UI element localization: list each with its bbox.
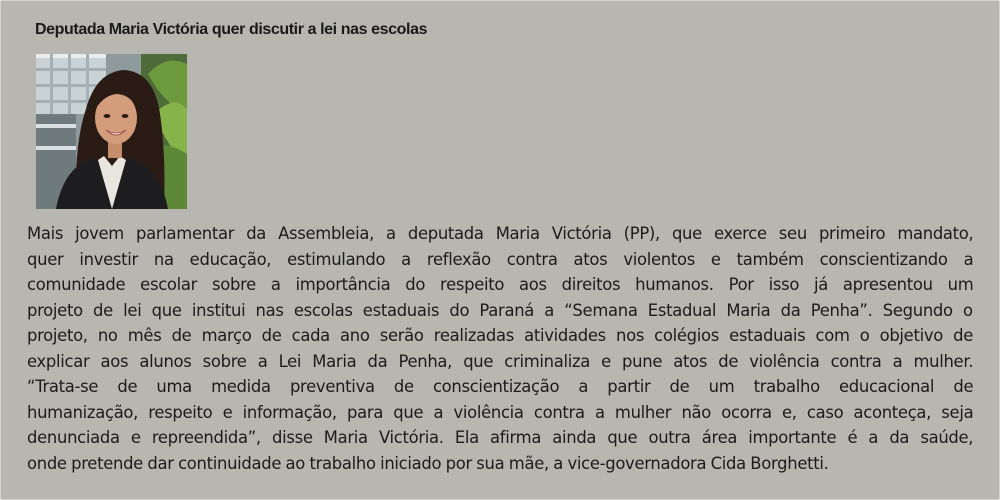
article-body-line: humanização, respeito e informação, para que a violência contra a mulher não ocorra e, caso aconteça, seja (27, 402, 974, 422)
article-body (27, 221, 973, 476)
article-headline: Deputada Maria Victória quer discutir a lei nas escolas (35, 21, 428, 38)
article-body-line: quer investir na educação, estimulando a reflexão contra atos violentos e também conscientizando a (27, 249, 974, 269)
article-body-line: comunidade escolar sobre a importância do respeito aos direitos humanos. Por isso já apresentou um (27, 275, 974, 294)
article-body-line: explicar aos alunos sobre a Lei Maria da Penha, que criminaliza e pune atos de violência contra a mulher. (27, 351, 974, 371)
article-body-line: “Trata-se de uma medida preventiva de conscientização a partir de um trabalho educacional de (27, 377, 974, 396)
article-body-line: Mais jovem parlamentar da Assembleia, a deputada Maria Victória (PP), que exerce seu primeiro mandato, (27, 224, 974, 243)
article-body-line: projeto de lei que institui nas escolas estaduais do Paraná a “Semana Estadual Maria da Penha”. Segundo o (27, 300, 973, 320)
article-body-line: denunciada e repreendida”, disse Maria Victória. Ela afirma ainda que outra área importante é a da saúde, (27, 428, 974, 447)
portrait-photo (36, 54, 187, 209)
portrait-photo-icon (36, 54, 187, 209)
article-body-line: projeto, no mês de março de cada ano serão realizadas atividades nos colégios estaduais com o objetivo de (27, 326, 973, 345)
article-body-line: onde pretende dar continuidade ao trabalho iniciado por sua mãe, a vice-governadora Cida Borghetti. (27, 453, 829, 473)
